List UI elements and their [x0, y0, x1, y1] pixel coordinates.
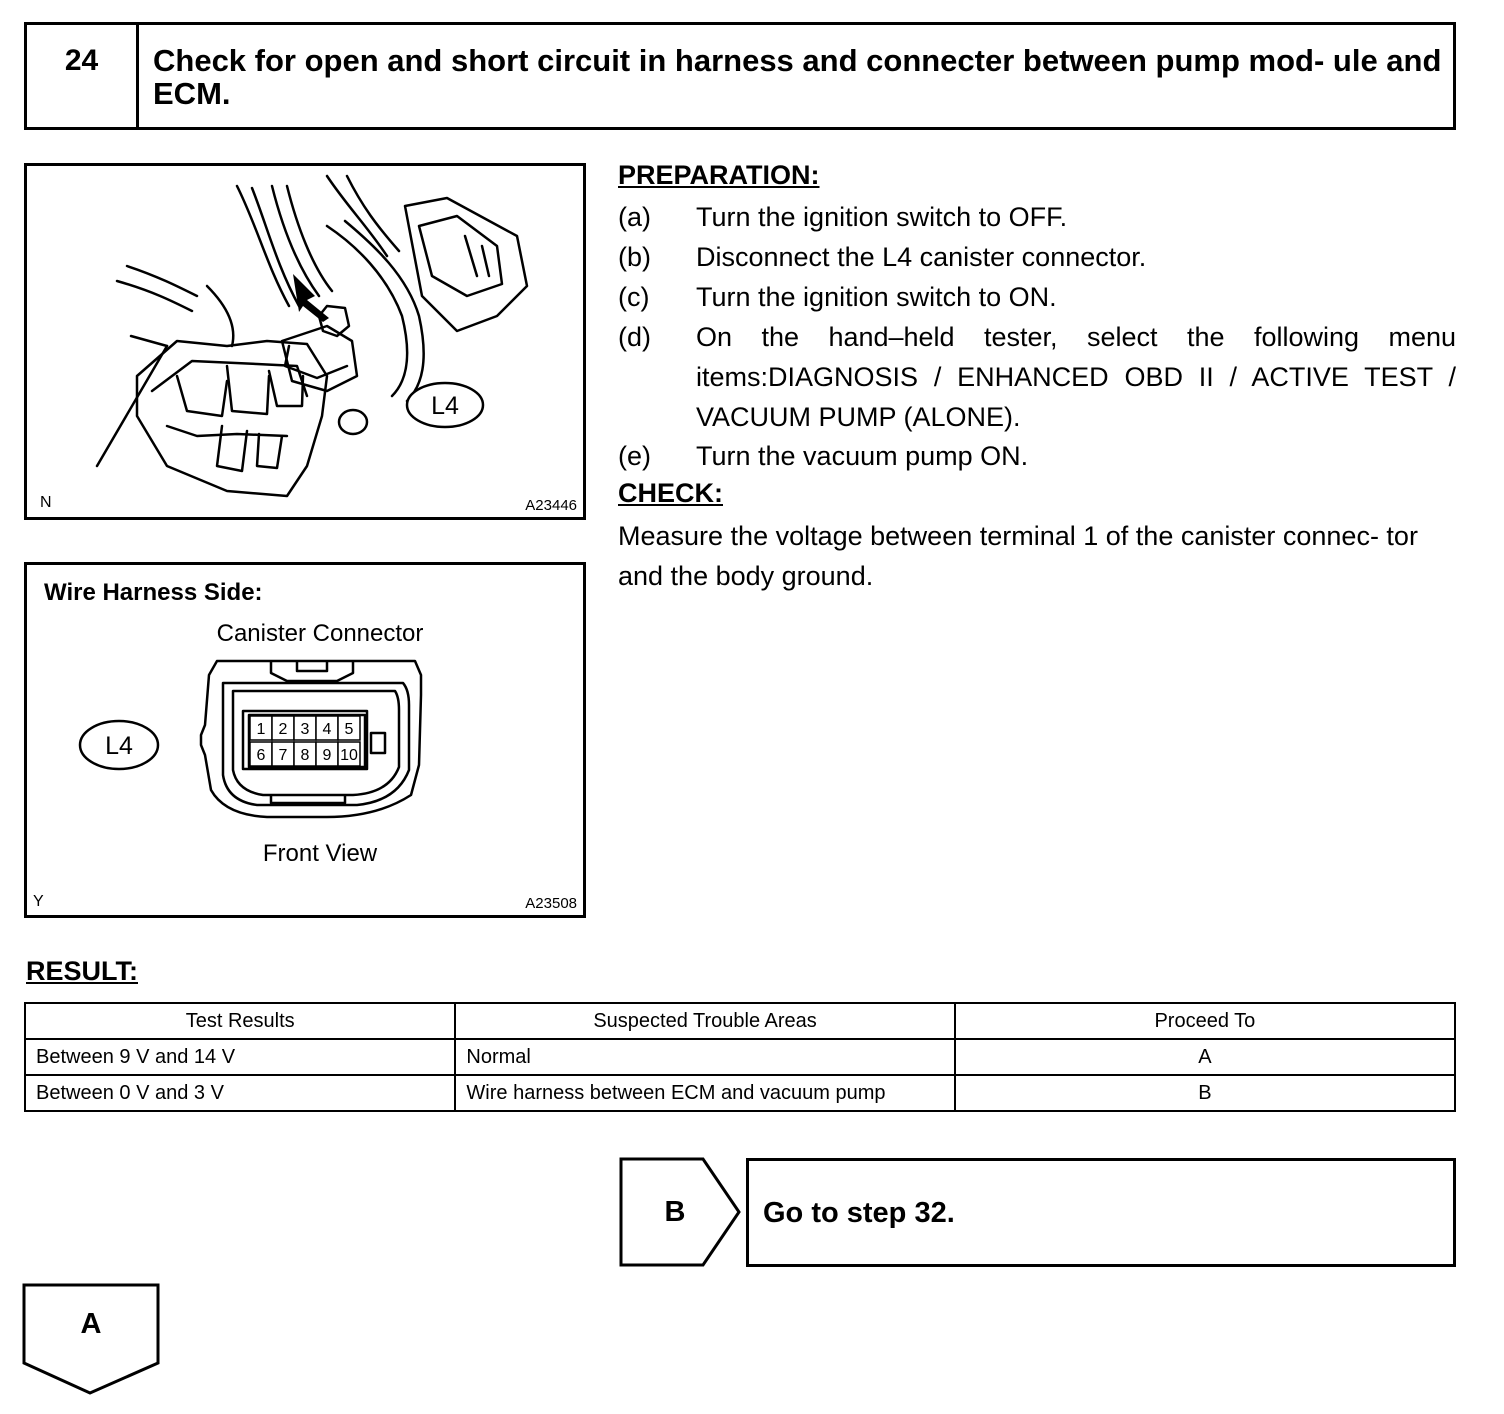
proceed-to-cell: A [955, 1039, 1455, 1075]
table-row [25, 1039, 1455, 1075]
trouble-area-cell: Normal [455, 1039, 954, 1075]
connector-figure [24, 562, 586, 918]
step-number: 24 [27, 25, 139, 127]
terminal-7: 7 [278, 747, 288, 764]
test-result-cell: Between 9 V and 14 V [25, 1039, 455, 1075]
prep-step-e [618, 436, 1456, 476]
column-header: Proceed To [955, 1003, 1455, 1039]
step-title: Check for open and short circuit in harness and connecter between pump mod- ule and ECM. [153, 43, 1442, 111]
fig1-code: A23446 [525, 497, 577, 514]
terminal-3: 3 [300, 721, 310, 738]
prep-step-text: Turn the vacuum pump ON. [696, 441, 1029, 471]
terminal-4: 4 [322, 721, 332, 738]
terminal-6: 6 [256, 747, 266, 764]
prep-step-letter: (c) [618, 282, 650, 312]
terminal-10: 10 [340, 747, 358, 764]
go-to-step-box [746, 1158, 1456, 1267]
front-view-label: Front View [262, 840, 378, 867]
preparation-heading: PREPARATION: [618, 160, 820, 190]
fig1-corner-letter: N [40, 494, 52, 511]
fig1-connector-label: L4 [431, 392, 459, 420]
prep-step-d [618, 317, 1456, 437]
check-heading: CHECK: [618, 478, 723, 508]
prep-step-letter: (a) [618, 202, 651, 232]
terminal-5: 5 [344, 721, 354, 738]
go-to-step-text: Go to step 32. [763, 1197, 955, 1229]
prep-step-letter: (d) [618, 322, 651, 352]
column-header: Suspected Trouble Areas [455, 1003, 954, 1039]
prep-step-a [618, 197, 1456, 237]
proceed-to-cell: B [955, 1075, 1455, 1111]
result-heading: RESULT: [26, 956, 138, 986]
trouble-area-cell: Wire harness between ECM and vacuum pump [455, 1075, 954, 1111]
canister-connector-name: Canister Connector [216, 620, 424, 647]
prep-step-text: On the hand–held tester, select the following menu items:DIAGNOSIS / ENHANCED OBD II / ACTIVE TEST / VACUUM PUMP (ALONE). [696, 322, 1456, 432]
step-header [24, 22, 1456, 130]
prep-step-text: Disconnect the L4 canister connector. [696, 242, 1147, 272]
test-result-cell: Between 0 V and 3 V [25, 1075, 455, 1111]
wire-harness-side-heading: Wire Harness Side: [44, 579, 263, 606]
column-header: Test Results [25, 1003, 455, 1039]
fig2-code: A23508 [525, 895, 577, 912]
canister-illustration [27, 166, 583, 517]
terminal-9: 9 [322, 747, 332, 764]
prep-step-letter: (b) [618, 242, 651, 272]
table-row [25, 1075, 1455, 1111]
prep-step-b [618, 237, 1456, 277]
table-header-row [25, 1003, 1455, 1039]
terminal-2: 2 [278, 721, 288, 738]
check-text: Measure the voltage between terminal 1 of the canister connec- tor and the body ground. [618, 521, 1418, 591]
prep-step-letter: (e) [618, 441, 651, 471]
a-label: A [80, 1308, 102, 1340]
fig2-corner-letter: Y [33, 893, 44, 910]
component-location-figure [24, 163, 586, 520]
terminal-1: 1 [256, 721, 266, 738]
prep-step-c [618, 277, 1456, 317]
prep-step-text: Turn the ignition switch to ON. [696, 282, 1057, 312]
prep-step-text: Turn the ignition switch to OFF. [696, 202, 1068, 232]
result-table [24, 1002, 1456, 1112]
b-label: B [664, 1196, 686, 1228]
fig2-connector-label: L4 [105, 732, 133, 760]
terminal-8: 8 [300, 747, 310, 764]
